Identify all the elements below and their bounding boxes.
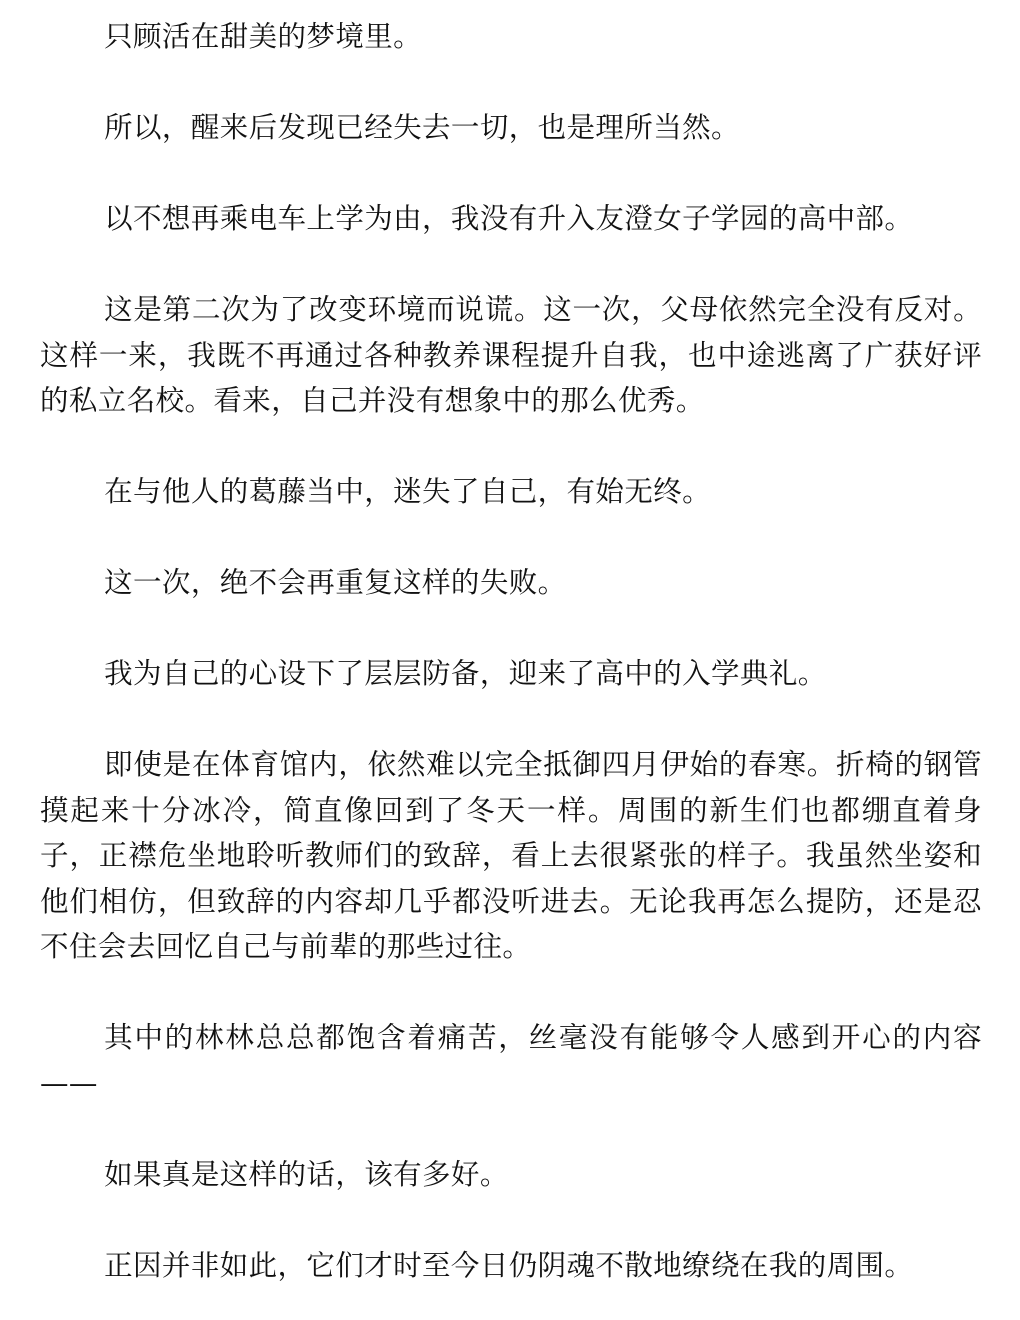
paragraph-11: 正因并非如此，它们才时至今日仍阴魂不散地缭绕在我的周围。 [104, 1248, 914, 1282]
paragraph-4: 这是第二次为了改变环境而说谎。这一次，父母依然完全没有反对。这样一来，我既不再通过各种教养课程提升自我，也中途逃离了广获好评的私立名校。看来，自己并没有想象中的那么优秀。 [40, 293, 982, 417]
document-page [40, 14, 982, 1288]
paragraph-1: 只顾活在甜美的梦境里。 [104, 20, 423, 53]
paragraph-3: 以不想再乘电车上学为由，我没有升入友澄女子学园的高中部。 [104, 202, 914, 235]
paragraph-7: 我为自己的心设下了层层防备，迎来了高中的入学典礼。 [104, 657, 827, 690]
paragraph-8: 即使是在体育馆内，依然难以完全抵御四月伊始的春寒。折椅的钢管摸起来十分冰冷，简直像回到了冬天一样。周围的新生们也都绷直着身子，正襟危坐地聆听教师们的致辞，看上去很紧张的样子。我虽然坐姿和他们相仿，但致辞的内容却几乎都没听进去。无论我再怎么提防，还是忍不住会去回忆自己与前辈的那些过往。 [40, 748, 982, 963]
paragraph-2: 所以，醒来后发现已经失去一切，也是理所当然。 [104, 111, 740, 144]
paragraph-9: 其中的林林总总都饱含着痛苦，丝毫没有能够令人感到开心的内容—— [40, 1021, 982, 1100]
paragraph-6: 这一次，绝不会再重复这样的失败。 [104, 566, 567, 599]
paragraph-10: 如果真是这样的话，该有多好。 [104, 1157, 509, 1191]
paragraph-5: 在与他人的葛藤当中，迷失了自己，有始无终。 [104, 475, 712, 508]
